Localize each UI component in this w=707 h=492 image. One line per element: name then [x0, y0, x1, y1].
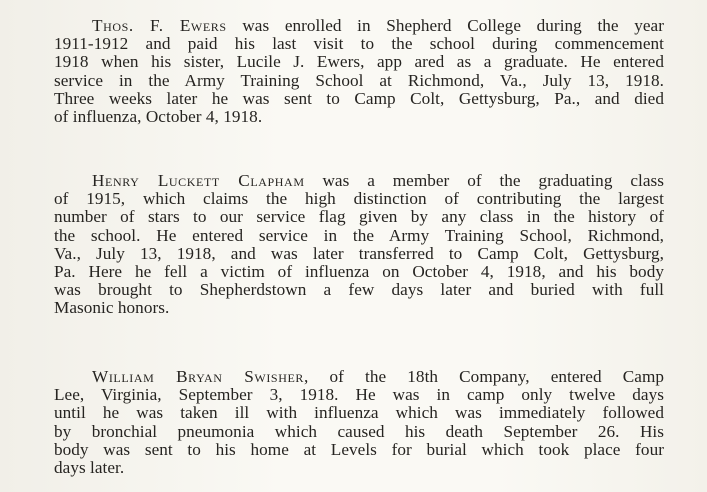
memorial-entry-ewers — [54, 17, 664, 126]
text-line: Masonic honors. — [54, 298, 170, 318]
line-text: , of the 18th Company, entered Camp — [304, 367, 665, 386]
text-line: was brought to Shepherdstown a few days later and buried with full — [54, 280, 664, 300]
text-line: of 1915, which claims the high distinction of contributing the largest — [54, 189, 664, 209]
text-line: the school. He entered service in the Army Training School, Richmond, — [54, 225, 664, 245]
memorial-entry-clapham — [54, 172, 664, 318]
text-line: Va., July 13, 1918, and was later transferred to Camp Colt, Gettysburg, — [54, 243, 664, 263]
person-name: Henry Luckett Clapham — [92, 171, 305, 190]
person-name: William Bryan Swisher — [92, 367, 304, 386]
text-line — [54, 368, 664, 386]
line-text: was a member of the graduating class — [322, 171, 664, 190]
text-line: of influenza, October 4, 1918. — [54, 107, 263, 127]
person-name: Thos. F. Ewers — [92, 16, 227, 35]
line-text: was enrolled in Shepherd College during the year — [242, 16, 664, 35]
text-line: service in the Army Training School at Richmond, Va., July 13, 1918. — [54, 70, 664, 90]
text-line: 1918 when his sister, Lucile J. Ewers, app ared as a graduate. He entered — [54, 52, 664, 72]
text-line: Three weeks later he was sent to Camp Colt, Gettysburg, Pa., and died — [54, 88, 664, 108]
text-line: body was sent to his home at Levels for burial which took place four — [54, 439, 664, 459]
text-line: 1911-1912 and paid his last visit to the school during commencement — [54, 34, 664, 54]
text-line: until he was taken ill with influenza which was immediately followed — [54, 403, 664, 423]
text-line: number of stars to our service flag given by any class in the history of — [54, 207, 664, 227]
text-line: by bronchial pneumonia which caused his death September 26. His — [54, 421, 664, 441]
text-line: Pa. Here he fell a victim of influenza on October 4, 1918, and his body — [54, 262, 664, 282]
text-line — [54, 17, 664, 35]
memorial-entry-swisher — [54, 368, 664, 477]
text-line: Lee, Virginia, September 3, 1918. He was in camp only twelve days — [54, 385, 664, 405]
text-line: days later. — [54, 458, 125, 478]
text-line — [54, 172, 664, 190]
